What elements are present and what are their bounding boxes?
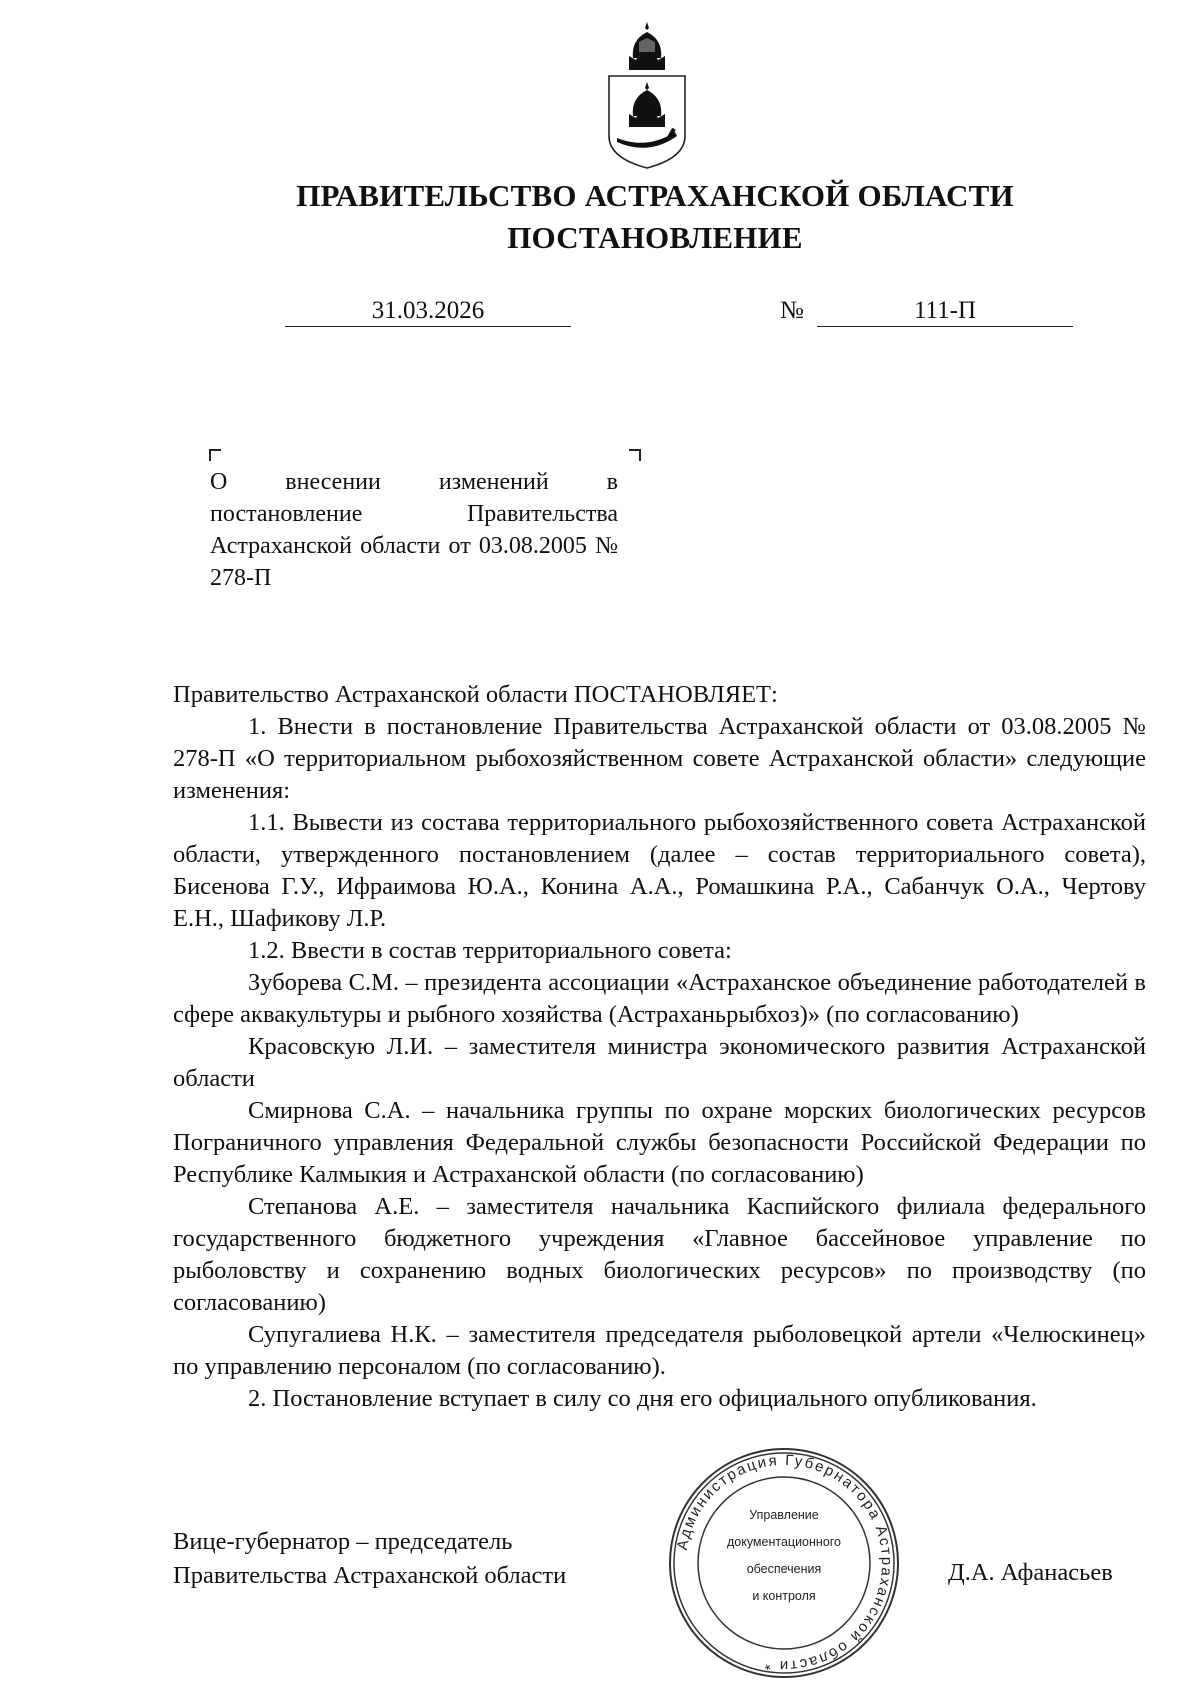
member-entry: Супугалиева Н.К. – заместителя председателя рыболовецкой артели «Челюскинец» по управлению персоналом (по согласованию). <box>173 1321 1146 1380</box>
document-date: 31.03.2026 <box>285 297 571 327</box>
signatory-name: Д.А. Афанасьев <box>948 1559 1113 1586</box>
stamp-line: документационного <box>726 1535 842 1549</box>
stamp-line: и контроля <box>752 1589 816 1603</box>
stamp-line: Управление <box>749 1508 819 1522</box>
signatory-title-line2: Правительства Астраханской области <box>173 1562 567 1589</box>
member-entry: Степанова А.Е. – заместителя начальника Каспийского филиала федерального государственного бюджетного учреждения «Главное бассейновое управление по рыболовству и сохранению водных биологических ресурсов» по производству (по согласованию) <box>173 1193 1146 1316</box>
stamp-line: обеспечения <box>746 1562 822 1576</box>
document-body <box>173 679 1146 1415</box>
document-type: ПОСТАНОВЛЕНИЕ <box>507 220 803 255</box>
member-entry: Смирнова С.А. – начальника группы по охране морских биологических ресурсов Пограничного управления Федеральной службы безопасности Российской Федерации по Республике Калмыкия и Астраханской области (по согласованию) <box>173 1097 1146 1188</box>
stamp-center-text <box>713 1502 855 1610</box>
number-sign: № <box>780 297 804 324</box>
document-subject: О внесении изменений в постановление Правительства Астраханской области от 03.08.2005 № 278-П <box>210 469 618 591</box>
government-name: ПРАВИТЕЛЬСТВО АСТРАХАНСКОЙ ОБЛАСТИ <box>296 178 1014 213</box>
member-entry: Зуборева С.М. – президента ассоциации «Астраханское объединение работодателей в сфере аквакультуры и рыбного хозяйства (Астраханьрыбхоз)» (по согласованию) <box>173 969 1146 1028</box>
paragraph-1-1: 1.1. Вывести из состава территориального рыбохозяйственного совета Астраханской области, утвержденного постановлением (далее – состав территориального совета), Бисенова Г.У., Ифраимова Ю.А., Конина А.А., Ромашкина Р.А., Сабанчук О.А., Чертову Е.Н., Шафикову Л.Р. <box>173 809 1146 932</box>
paragraph-2: 2. Постановление вступает в силу со дня его официального опубликования. <box>248 1385 1037 1412</box>
stamp-ring-text: Администрация Губернатора Астраханской области * <box>673 1451 896 1675</box>
paragraph-1: 1. Внести в постановление Правительства Астраханской области от 03.08.2005 № 278-П «О территориальном рыбохозяйственном совете Астраханской области» следующие изменения: <box>173 713 1146 804</box>
subject-corner-left <box>209 449 221 461</box>
paragraph-1-2: 1.2. Ввести в состав территориального совета: <box>248 937 732 964</box>
preamble: Правительство Астраханской области ПОСТАНОВЛЯЕТ: <box>173 681 778 708</box>
document-number: 111-П <box>817 297 1073 327</box>
member-entry: Красовскую Л.И. – заместителя министра экономического развития Астраханской области <box>173 1033 1146 1092</box>
coat-of-arms-icon <box>603 18 691 170</box>
signatory-title <box>173 1525 566 1593</box>
signatory-title-line1: Вице-губернатор – председатель <box>173 1528 513 1555</box>
subject-corner-right <box>629 449 641 461</box>
